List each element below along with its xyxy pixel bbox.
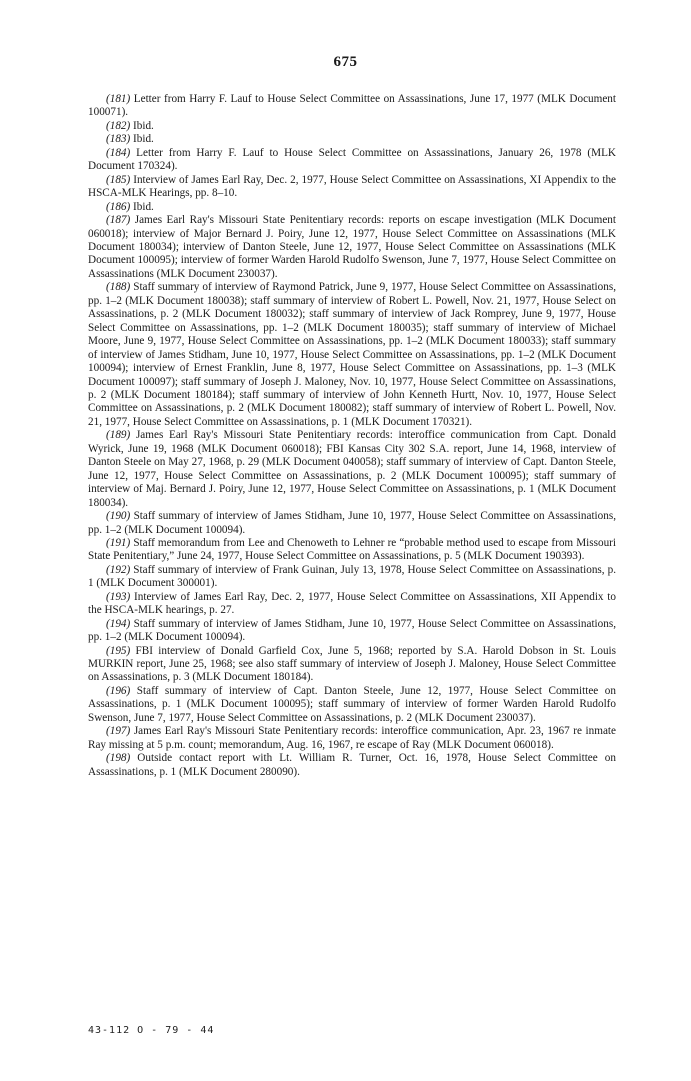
endnote-text: Staff summary of interview of Capt. Danton Steele, June 12, 1977, House Select Committee on Assassinations, p. 1 (MLK Document 100095); staff summary of interview of former Warden Harold Rudolfo Swenson, June 7, 1977, House Select Committee on Assassinations, p. 2 (MLK Document 230037). <box>88 684 616 724</box>
endnote <box>88 645 616 685</box>
endnote <box>88 147 616 174</box>
endnote-text: Outside contact report with Lt. William R. Turner, Oct. 16, 1978, House Select Committee on Assassinations, p. 1 (MLK Document 280090). <box>88 752 616 778</box>
endnote-text: Staff memorandum from Lee and Chenoweth to Lehner re “probable method used to escape from Missouri State Penitentiary,” June 24, 1977, House Select Committee on Assassinations, p. 5 (MLK Document 190393). <box>88 536 616 563</box>
endnote-number: (194) <box>106 617 131 630</box>
endnote-number: (182) <box>106 119 131 132</box>
endnote-text: James Earl Ray's Missouri State Penitentiary records: reports on escape investigation (MLK Document 060018); interview of Major Bernard J. Poiry, June 12, 1977, House Select Committee on Assassinations (MLK Document 180034); interview of Danton Steele, June 12, 1977, House Select Committee on Assassinations (MLK Document 100095); interview of former Warden Harold Rudolfo Swenson, June 7, 1977, House Select Committee on Assassinations (MLK Document 230037). <box>88 214 617 280</box>
endnote <box>88 174 616 201</box>
endnote-text: Staff summary of interview of Raymond Patrick, June 9, 1977, House Select Committee on Assassinations, pp. 1–2 (MLK Document 180038); staff summary of interview of Robert L. Powell, Nov. 21, 1977, House Select on Assassinations, p. 2 (MLK Document 180032); staff summary of interview of Jack Romprey, June 9, 1977, House Select Committee on Assassinations, pp. 1–2 (MLK Document 180035); staff summary of interview of Michael Moore, June 9, 1977, House Select Committee on Assassinations, pp. 1–2 (MLK Document 180033); staff summary of interview of James Stidham, June 10, 1977, House Select Committee on Assassinations, pp. 1–2 (MLK Document 100094); interview of Ernest Franklin, June 8, 1977, House Select Committee on Assassinations, pp. 1–3 (MLK Document 100097); staff summary of Joseph J. Maloney, Nov. 10, 1977, House Select Committee on Assassinations, p. 2 (MLK Document 180184); staff summary of interview of John Kenneth Hurtt, Nov. 10, 1977, House Select Committee on Assassinations, p. 2 (MLK Document 180082); staff summary of interview of Robert L. Powell, Nov. 21, 1977, House Select Committee on Assassinations, p. 1 (MLK Document 170321). <box>88 281 617 428</box>
endnote <box>88 93 616 120</box>
endnote-number: (197) <box>106 725 131 738</box>
endnote-text: Interview of James Earl Ray, Dec. 2, 1977, House Select Committee on Assassinations, XII Appendix to the HSCA-MLK hearings, p. 27. <box>88 590 617 617</box>
endnote-number: (192) <box>106 563 131 576</box>
endnote-number: (198) <box>106 752 131 765</box>
endnote-number: (191) <box>106 536 131 549</box>
endnote-number: (186) <box>106 200 131 213</box>
endnote <box>88 120 616 133</box>
endnote <box>88 618 616 645</box>
endnote-number: (189) <box>106 429 131 442</box>
endnote <box>88 214 616 281</box>
endnote-text: Ibid. <box>133 119 154 132</box>
endnote <box>88 429 616 510</box>
page-number: 675 <box>333 54 358 70</box>
endnote-text: Ibid. <box>133 200 154 213</box>
endnote <box>88 685 616 725</box>
endnote-number: (188) <box>106 281 131 294</box>
endnote-number: (183) <box>106 133 131 146</box>
endnote-number: (184) <box>106 146 131 159</box>
endnote <box>88 564 616 591</box>
endnote-number: (195) <box>106 644 131 657</box>
endnote <box>88 752 616 779</box>
endnote <box>88 591 616 618</box>
endnote-text: Letter from Harry F. Lauf to House Select Committee on Assassinations, June 17, 1977 (MLK Document 100071). <box>88 93 617 119</box>
endnote <box>88 537 616 564</box>
endnote-number: (193) <box>106 590 131 603</box>
endnote-text: Staff summary of interview of James Stidham, June 10, 1977, House Select Committee on Assassinations, pp. 1–2 (MLK Document 100094). <box>88 617 617 644</box>
endnote-text: James Earl Ray's Missouri State Penitentiary records: interoffice communication from Capt. Donald Wyrick, June 19, 1968 (MLK Document 060018); FBI Kansas City 302 S.A. report, June 14, 1968, interview of Danton Steele on May 27, 1968, p. 29 (MLK Document 040058); staff summary of interview of Capt. Danton Steele, June 12, 1977, House Select Committee on Assassinations, p. 2 (MLK Document 100095); staff summary of interview of Maj. Bernard J. Poiry, June 12, 1977, House Select Committee on Assassinations, p. 1 (MLK Document 180034). <box>88 429 616 509</box>
endnote-number: (181) <box>106 93 131 105</box>
endnote-text: FBI interview of Donald Garfield Cox, June 5, 1968; reported by S.A. Harold Dobson in St. Louis MURKIN report, June 25, 1968; see also staff summary of interview of Joseph J. Maloney, House Select Committee on Assassinations, p. 3 (MLK Document 180184). <box>88 644 616 684</box>
endnote-text: Staff summary of interview of James Stidham, June 10, 1977, House Select Committee on Assassinations, pp. 1–2 (MLK Document 100094). <box>88 510 617 536</box>
endnote-number: (187) <box>106 214 131 227</box>
endnote <box>88 133 616 146</box>
endnotes-list <box>88 93 616 779</box>
endnote <box>88 510 616 537</box>
print-code-footer: 43-112 O - 79 - 44 <box>88 1025 215 1036</box>
endnote-number: (190) <box>106 510 131 523</box>
endnote-text: James Earl Ray's Missouri State Penitentiary records: interoffice communication, Apr. 23, 1967 re inmate Ray missing at 5 p.m. count; memorandum, Aug. 16, 1967, re escape of Ray (MLK Document 060018). <box>88 725 617 751</box>
endnote <box>88 201 616 214</box>
endnote <box>88 281 616 429</box>
endnote-number: (196) <box>106 684 131 697</box>
endnote <box>88 725 616 752</box>
endnote-text: Ibid. <box>133 133 154 146</box>
endnote-number: (185) <box>106 173 131 186</box>
endnote-text: Letter from Harry F. Lauf to House Select Committee on Assassinations, January 26, 1978 (MLK Document 170324). <box>88 146 616 173</box>
endnote-text: Interview of James Earl Ray, Dec. 2, 1977, House Select Committee on Assassinations, XI Appendix to the HSCA-MLK Hearings, pp. 8–10. <box>88 173 617 200</box>
endnote-text: Staff summary of interview of Frank Guinan, July 13, 1978, House Select Committee on Assassinations, p. 1 (MLK Document 300001). <box>88 563 617 590</box>
